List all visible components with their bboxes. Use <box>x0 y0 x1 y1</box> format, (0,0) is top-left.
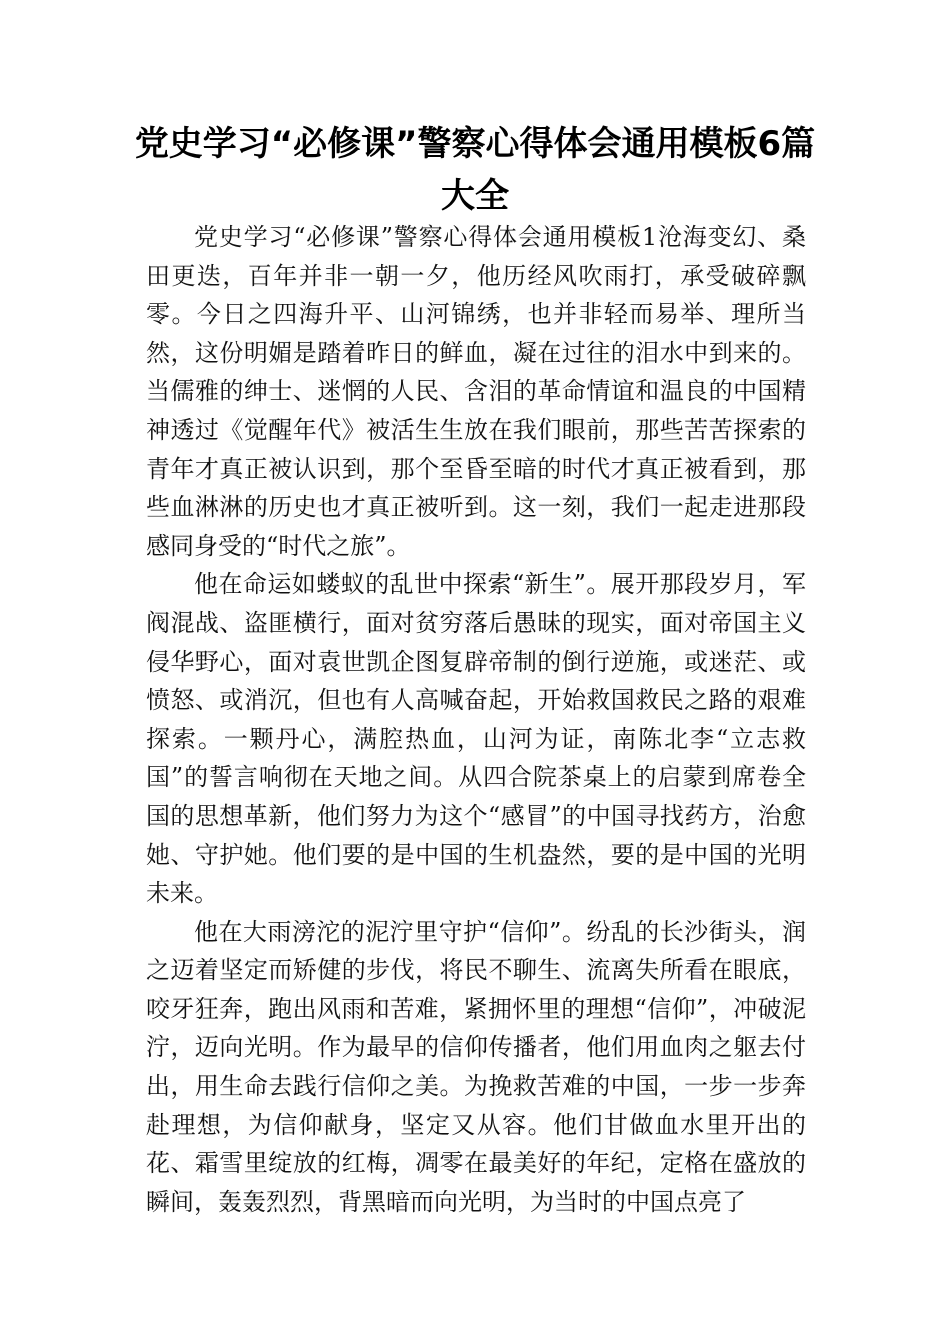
paragraph-2: 他在命运如蝼蚁的乱世中探索“新生”。展开那段岁月，军阀混战、盗匪横行，面对贫穷落后愚昧的现实，面对帝国主义侵华野心，面对袁世凯企图复辟帝制的倒行逆施，或迷茫、或愤怒、或消沉，但也有人高喊奋起，开始救国救民之路的艰难探索。一颗丹心，满腔热血，山河为证，南陈北李“立志救国”的誓言响彻在天地之间。从四合院茶桌上的启蒙到席卷全国的思想革新，他们努力为这个“感冒”的中国寻找药方，治愈她、守护她。他们要的是中国的生机盎然，要的是中国的光明未来。 <box>146 570 806 908</box>
document-body <box>146 218 806 1221</box>
document-title: 党史学习“必修课”警察心得体会通用模板6篇大全 <box>134 124 816 216</box>
paragraph-1: 党史学习“必修课”警察心得体会通用模板1沧海变幻、桑田更迭，百年并非一朝一夕，他历经风吹雨打，承受破碎飘零。今日之四海升平、山河锦绣，也并非轻而易举、理所当然，这份明媚是踏着昨日的鲜血，凝在过往的泪水中到来的。当儒雅的绅士、迷惘的人民、含泪的革命情谊和温良的中国精神透过《觉醒年代》被活生生放在我们眼前，那些苦苦探索的青年才真正被认识到，那个至昏至暗的时代才真正被看到，那些血淋淋的历史也才真正被听到。这一刻，我们一起走进那段感同身受的“时代之旅”。 <box>146 223 806 560</box>
paragraph-3: 他在大雨滂沱的泥泞里守护“信仰”。纷乱的长沙街头，润之迈着坚定而矫健的步伐，将民不聊生、流离失所看在眼底，咬牙狂奔，跑出风雨和苦难，紧拥怀里的理想“信仰”，冲破泥泞，迈向光明。作为最早的信仰传播者，他们用血肉之躯去付出，用生命去践行信仰之美。为挽救苦难的中国，一步一步奔赴理想，为信仰献身，坚定又从容。他们甘做血水里开出的花、霜雪里绽放的红梅，凋零在最美好的年纪，定格在盛放的瞬间，轰轰烈烈，背黑暗而向光明，为当时的中国点亮了 <box>146 917 806 1216</box>
